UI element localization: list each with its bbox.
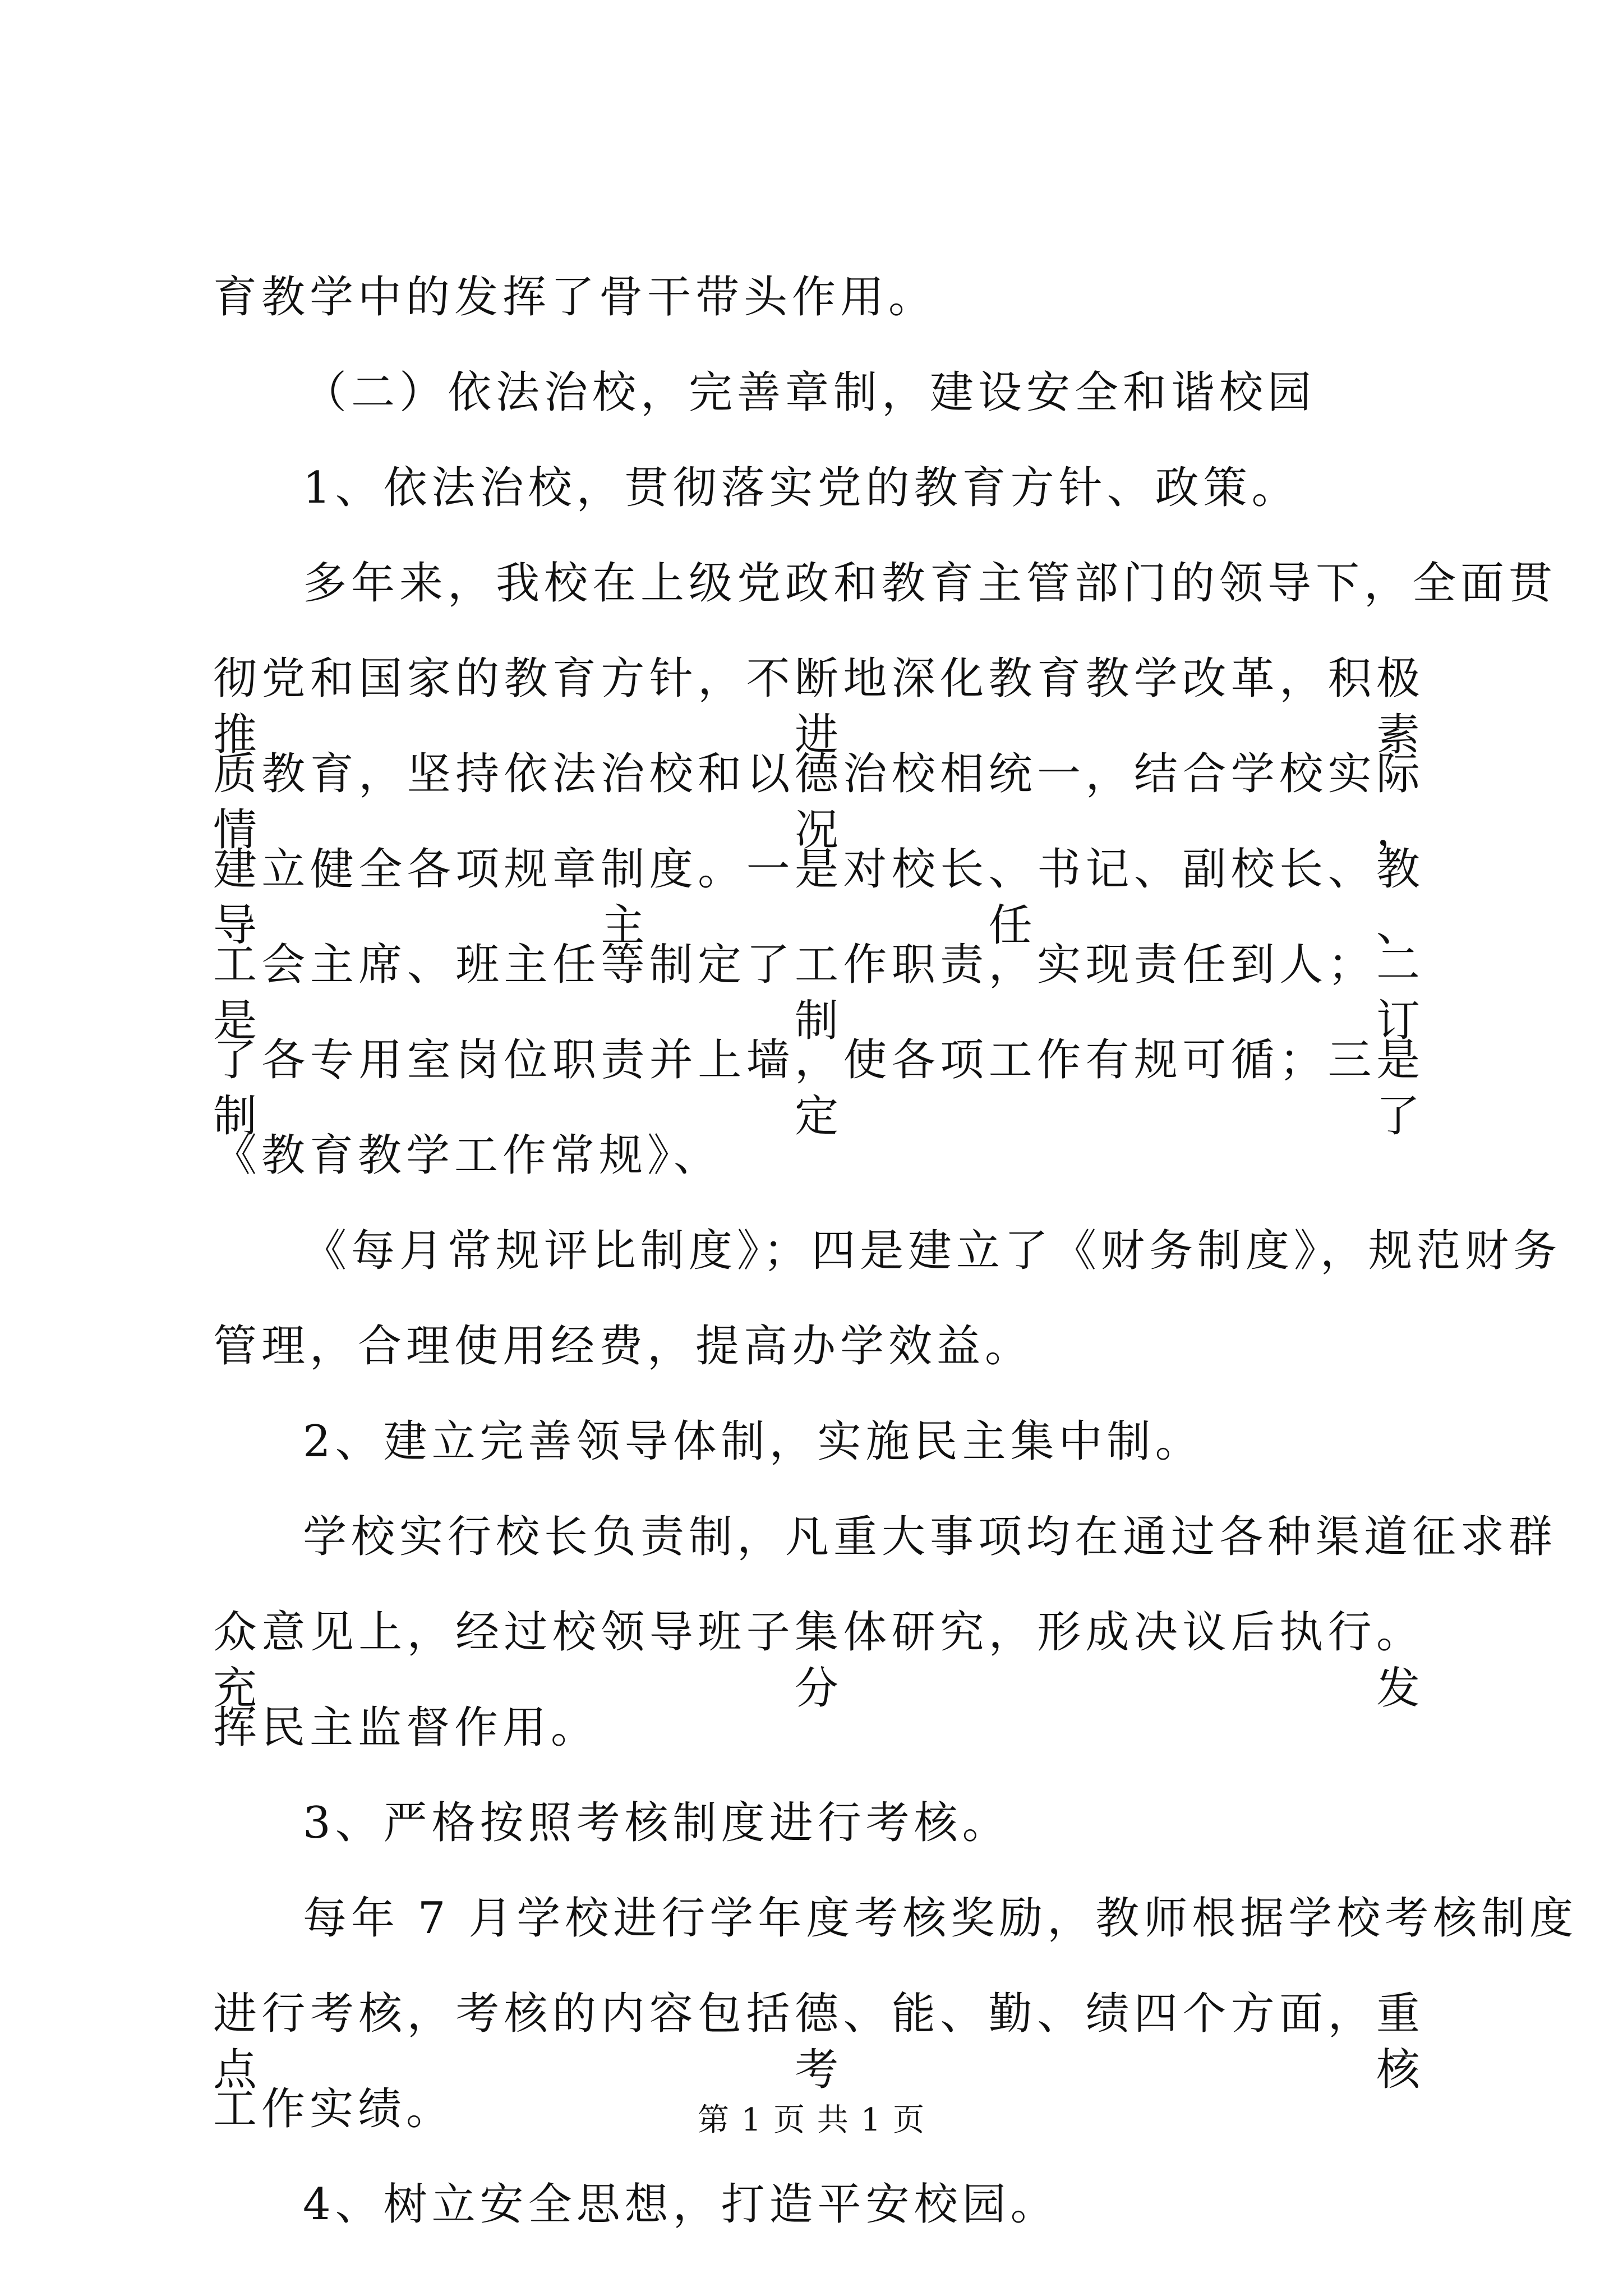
text-line: 众意见上，经过校领导班子集体研究，形成决议后执行。充分发 <box>213 1607 1424 1714</box>
subsection-heading: 1、依法治校，贯彻落实党的教育方针、政策。 <box>303 463 1300 513</box>
text-line: 多年来，我校在上级党政和教育主管部门的领导下，全面贯 <box>303 558 1557 609</box>
text-line: 工作实绩。 <box>213 2084 455 2134</box>
page-number-footer: 第 1 页 共 1 页 <box>697 2102 926 2138</box>
text-line: 育教学中的发挥了骨干带头作用。 <box>213 272 937 323</box>
subsection-heading: 4、树立安全思想，打造平安校园。 <box>303 2179 1059 2230</box>
text-line: 《每月常规评比制度》；四是建立了《财务制度》，规范财务 <box>303 1226 1562 1276</box>
section-heading: （二）依法治校，完善章制，建设安全和谐校园 <box>303 367 1316 418</box>
text-line: 《教育教学工作常规》、 <box>213 1130 722 1181</box>
text-line: 了各专用室岗位职责并上墙，使各项工作有规可循；三是制定了 <box>213 1035 1424 1142</box>
text-line: 建立健全各项规章制度。一是对校长、书记、副校长、教导主任、 <box>213 844 1424 951</box>
subsection-heading: 3、严格按照考核制度进行考核。 <box>303 1798 1011 1848</box>
text-line: 工会主席、班主任等制定了工作职责，实现责任到人；二是制订 <box>213 940 1424 1046</box>
subsection-heading: 2、建立完善领导体制，实施民主集中制。 <box>303 1416 1204 1467</box>
text-line: 质教育，坚持依法治校和以德治校相统一，结合学校实际情况， <box>213 749 1424 855</box>
text-line: 彻党和国家的教育方针，不断地深化教育教学改革，积极推进素 <box>213 654 1424 760</box>
text-line: 挥民主监督作用。 <box>213 1703 600 1753</box>
text-line: 学校实行校长负责制，凡重大事项均在通过各种渠道征求群 <box>303 1512 1557 1562</box>
text-line: 进行考核，考核的内容包括德、能、勤、绩四个方面，重点考核 <box>213 1989 1424 2095</box>
text-line: 每年 7 月学校进行学年度考核奖励，教师根据学校考核制度 <box>303 1893 1578 1944</box>
text-line: 管理，合理使用经费，提高办学效益。 <box>213 1321 1034 1372</box>
